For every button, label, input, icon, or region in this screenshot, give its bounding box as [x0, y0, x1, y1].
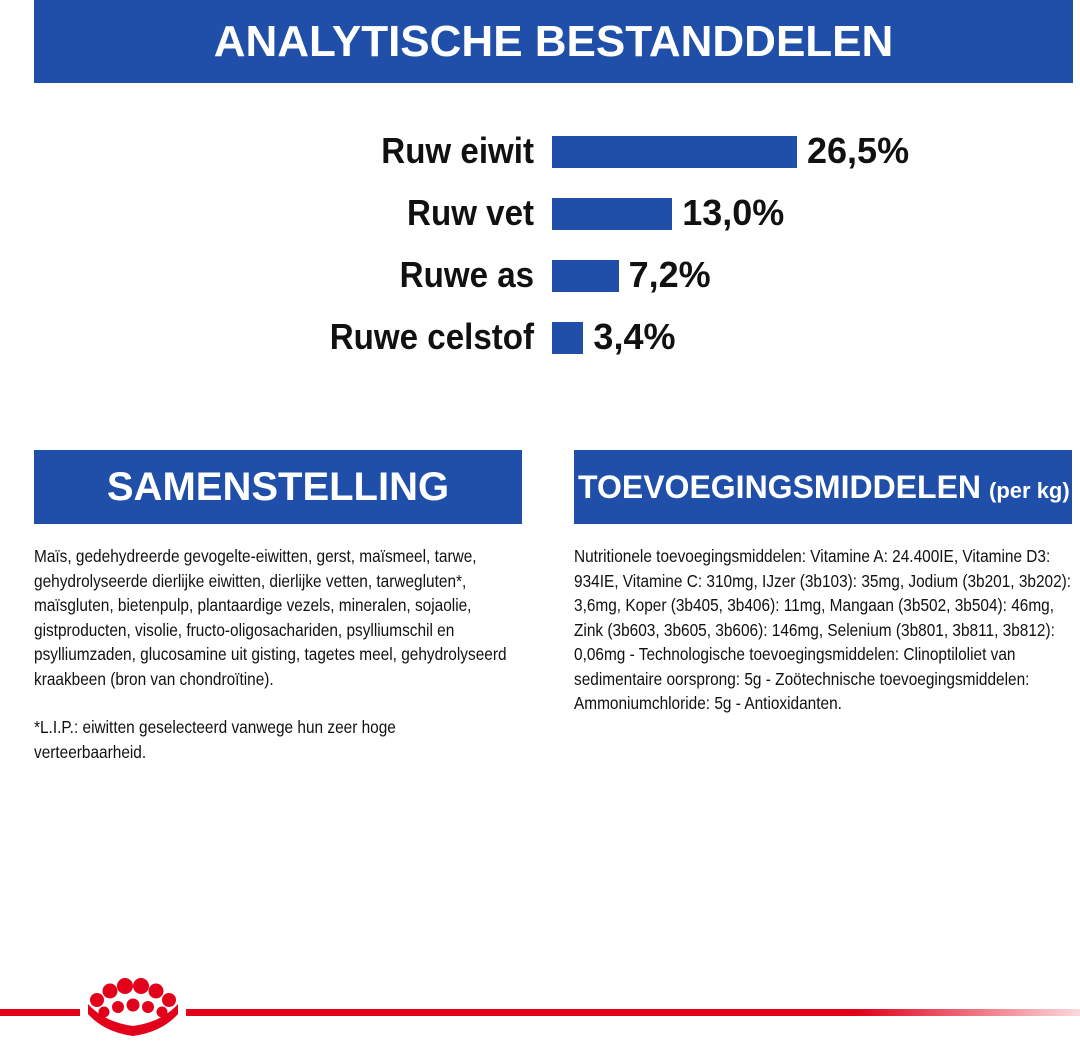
additives-title: TOEVOEGINGSMIDDELEN [578, 468, 982, 505]
chart-row [0, 312, 1080, 362]
composition-text [34, 544, 509, 788]
chart-value-label: 13,0% [682, 192, 785, 233]
chart-row [0, 188, 1080, 238]
footer-line-left [0, 1009, 80, 1016]
composition-title: SAMENSTELLING [106, 464, 450, 509]
additives-text [574, 544, 1076, 716]
additives-banner [574, 450, 1072, 524]
ingredients-footnote: *L.I.P.: eiwitten geselecteerd vanwege hun zeer hoge verteerbaarheid. [34, 717, 396, 762]
additives-title-suffix: (per kg) [989, 478, 1070, 503]
chart-value-label: 26,5% [807, 130, 910, 171]
footer-line-right [186, 1009, 1080, 1016]
footer-brand-strip [0, 960, 1080, 1053]
chart-category-label: Ruwe as [399, 254, 534, 295]
nutrient-bar-chart [0, 110, 1080, 380]
additives-paragraph: Nutritionele toevoegingsmiddelen: Vitamine A: 24.400IE, Vitamine D3: 934IE, Vitamine C: 310mg, IJzer (3b103): 35mg, Jodium (3b201, 3b202): 3,6mg, Koper (3b405, 3b406): 11mg, Mangaan (3b502, 3b504): 46mg, Zink (3b603, 3b605, 3b606): 146mg, Selenium (3b801, 3b811, 3b812): 0,06mg - Technologische toevoegingsmiddelen: Clinoptiloliet van sedimentaire oorsprong: 5g - Zoötechnische toevoegingsmiddelen: Ammoniumchloride: 5g - Antioxidanten. [574, 546, 1072, 713]
ingredients-paragraph: Maïs, gedehydreerde gevogelte-eiwitten, gerst, maïsmeel, tarwe, gehydrolyseerde dierlijke eiwitten, dierlijke vetten, tarwegluten*, maïsgluten, bietenpulp, plantaardige vezels, mineralen, sojaolie, gistproducten, visolie, fructo-oligosachariden, psylliumschil en psylliumzaden, glucosamine uit gisting, tagetes meel, gehydrolyseerd kraakbeen (bron van chondroïtine). [34, 546, 507, 689]
chart-row [0, 126, 1080, 176]
page-title: ANALYTISCHE BESTANDDELEN [213, 16, 894, 66]
chart-row [0, 250, 1080, 300]
chart-value-label: 3,4% [593, 316, 676, 357]
chart-category-label: Ruw eiwit [381, 130, 534, 171]
chart-bar [552, 260, 619, 292]
chart-category-label: Ruw vet [407, 192, 534, 233]
chart-bar [552, 198, 672, 230]
chart-category-label: Ruwe celstof [329, 316, 534, 357]
chart-bar [552, 322, 583, 354]
chart-value-label: 7,2% [628, 254, 711, 295]
page-title-banner [34, 0, 1073, 83]
chart-bar [552, 136, 797, 168]
composition-banner [34, 450, 522, 524]
royal-canin-crown-icon [88, 978, 178, 1036]
